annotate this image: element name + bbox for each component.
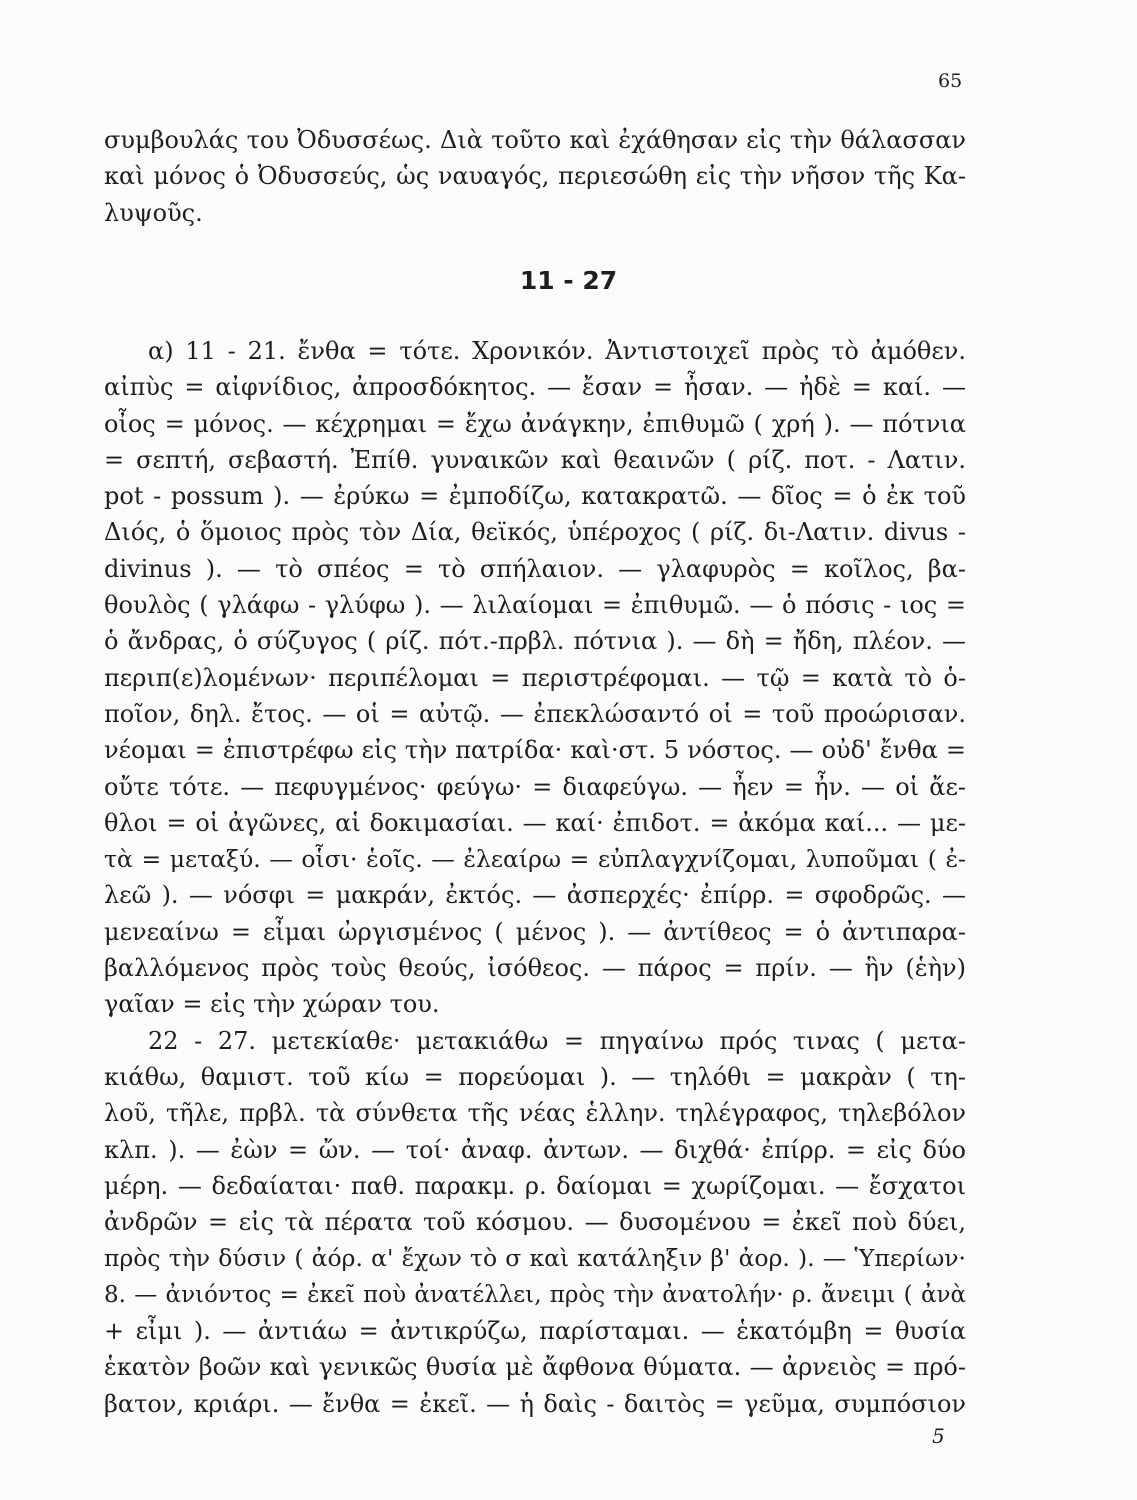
text-line: divinus ). — τὸ σπέος = τὸ σπήλαιον. — γλαφυρὸς = κοῖλος, βα- xyxy=(104,554,966,583)
text-line: λεῶ ). — νόσφι = μακράν, ἐκτός. — ἀσπερχές· ἐπίρρ. = σφοδρῶς. — xyxy=(104,881,966,910)
text-line: οἶος = μόνος. — κέχρημαι = ἔχω ἀνάγκην, ἐπιθυμῶ ( χρή ). — πότνια xyxy=(104,409,966,438)
text-line: ἀνδρῶν = εἰς τὰ πέρατα τοῦ κόσμου. — δυσομένου = ἐκεῖ ποὺ δύει, xyxy=(104,1208,966,1237)
text-line: αἰπὺς = αἰφνίδιος, ἀπροσδόκητος. — ἔσαν = ἦσαν. — ἠδὲ = καί. — xyxy=(104,373,966,402)
text-line: γαῖαν = εἰς τὴν χώραν του. xyxy=(104,990,440,1019)
text-line: ὁ ἄνδρας, ὁ σύζυγος ( ρίζ. πότ.-πρβλ. πότνια ). — δὴ = ἤδη, πλέον. — xyxy=(104,627,966,656)
text-line: οὔτε τότε. — πεφυγμένος· φεύγω· = διαφεύγω. — ἦεν = ἦν. — οἱ ἄε- xyxy=(104,772,966,801)
text-line: βαλλόμενος πρὸς τοὺς θεούς, ἰσόθεος. — πάρος = πρίν. — ἣν (ἑὴν) xyxy=(104,954,966,983)
text-line: πρὸς τὴν δύσιν ( ἀόρ. α' ἔχων τὸ σ καὶ κατάληξιν β' ἀορ. ). — Ὑπερίων· xyxy=(104,1244,966,1273)
text-line: μενεαίνω = εἶμαι ὠργισμένος ( μένος ). — ἀντίθεος = ὁ ἀντιπαρα- xyxy=(104,917,966,946)
text-line: ποῖον, δηλ. ἔτος. — οἱ = αὐτῷ. — ἐπεκλώσαντό οἱ = τοῦ προώρισαν. xyxy=(104,699,966,728)
intro-paragraph xyxy=(104,122,966,231)
page-number: 65 xyxy=(938,70,963,92)
section-heading: 11 - 27 xyxy=(519,266,618,295)
text-line: Διός, ὁ ὅμοιος πρὸς τὸν Δία, θεϊκός, ὑπέροχος ( ρίζ. δι-Λατιν. divus - xyxy=(104,518,966,547)
text-line: λυψοῦς. xyxy=(104,198,203,227)
text-line: κλπ. ). — ἐὼν = ὤν. — τοί· ἀναφ. ἀντων. — διχθά· ἐπίρρ. = εἰς δύο xyxy=(104,1135,966,1164)
text-line: θουλὸς ( γλάφω - γλύφω ). — λιλαίομαι = ἐπιθυμῶ. — ὁ πόσις - ιος = xyxy=(104,591,966,620)
text-line: κιάθω, θαμιστ. τοῦ κίω = πορεύομαι ). — τηλόθι = μακρὰν ( τη- xyxy=(104,1062,966,1091)
text-line: pot - possum ). — ἐρύκω = ἐμποδίζω, κατακρατῶ. — δῖος = ὁ ἐκ τοῦ xyxy=(104,482,966,511)
text-line: καὶ μόνος ὁ Ὀδυσσεύς, ὡς ναυαγός, περιεσώθη εἰς τὴν νῆσον τῆς Κα- xyxy=(104,162,966,191)
text-line: συμβουλάς του Ὀδυσσέως. Διὰ τοῦτο καὶ ἐχάθησαν εἰς τὴν θάλασσαν xyxy=(104,126,966,154)
text-line: + εἶμι ). — ἀντιάω = ἀντικρύζω, παρίσταμαι. — ἑκατόμβη = θυσία xyxy=(104,1317,966,1346)
text-line: νέομαι = ἐπιστρέφω εἰς τὴν πατρίδα· καὶ·στ. 5 νόστος. — οὐδ' ἔνθα = xyxy=(104,736,966,765)
text-line: βατον, κριάρι. — ἔνθα = ἐκεῖ. — ἡ δαὶς - δαιτὸς = γεῦμα, συμπόσιον xyxy=(104,1389,966,1418)
folio-number: 5 xyxy=(932,1424,945,1448)
text-line: 8. — ἀνιόντος = ἐκεῖ ποὺ ἀνατέλλει, πρὸς τὴν ἀνατολήν· ρ. ἄνειμι ( ἀνὰ xyxy=(104,1281,966,1308)
text-line: περιπ(ε)λομένων· περιπέλομαι = περιστρέφομαι. — τῷ = κατὰ τὸ ὁ- xyxy=(104,663,966,692)
text-line: τὰ = μεταξύ. — οἷσι· ἑοῖς. — ἐλεαίρω = εὐπλαγχνίζομαι, λυποῦμαι ( ἐ- xyxy=(104,845,966,874)
text-line: μέρη. — δεδαίαται· παθ. παρακμ. ρ. δαίομαι = χωρίζομαι. — ἔσχατοι xyxy=(104,1171,966,1200)
text-line: θλοι = οἱ ἀγῶνες, αἱ δοκιμασίαι. — καί· ἐπιδοτ. = ἀκόμα καί... — με- xyxy=(104,808,966,837)
text-line: λοῦ, τῆλε, πρβλ. τὰ σύνθετα τῆς νέας ἑλλην. τηλέγραφος, τηλεβόλον xyxy=(104,1099,966,1128)
text-line: α) 11 - 21. ἔνθα = τότε. Χρονικόν. Ἀντιστοιχεῖ πρὸς τὸ ἀμόθεν. xyxy=(148,337,966,365)
glossary-text xyxy=(104,333,966,1422)
text-line: ἑκατὸν βοῶν καὶ γενικῶς θυσία μὲ ἄφθονα θύματα. — ἀρνειὸς = πρό- xyxy=(104,1353,966,1382)
text-line: 22 - 27. μετεκίαθε· μετακιάθω = πηγαίνω πρός τινας ( μετα- xyxy=(148,1026,966,1055)
text-line: = σεπτή, σεβαστή. Ἐπίθ. γυναικῶν καὶ θεαινῶν ( ρίζ. ποτ. - Λατιν. xyxy=(104,445,966,474)
